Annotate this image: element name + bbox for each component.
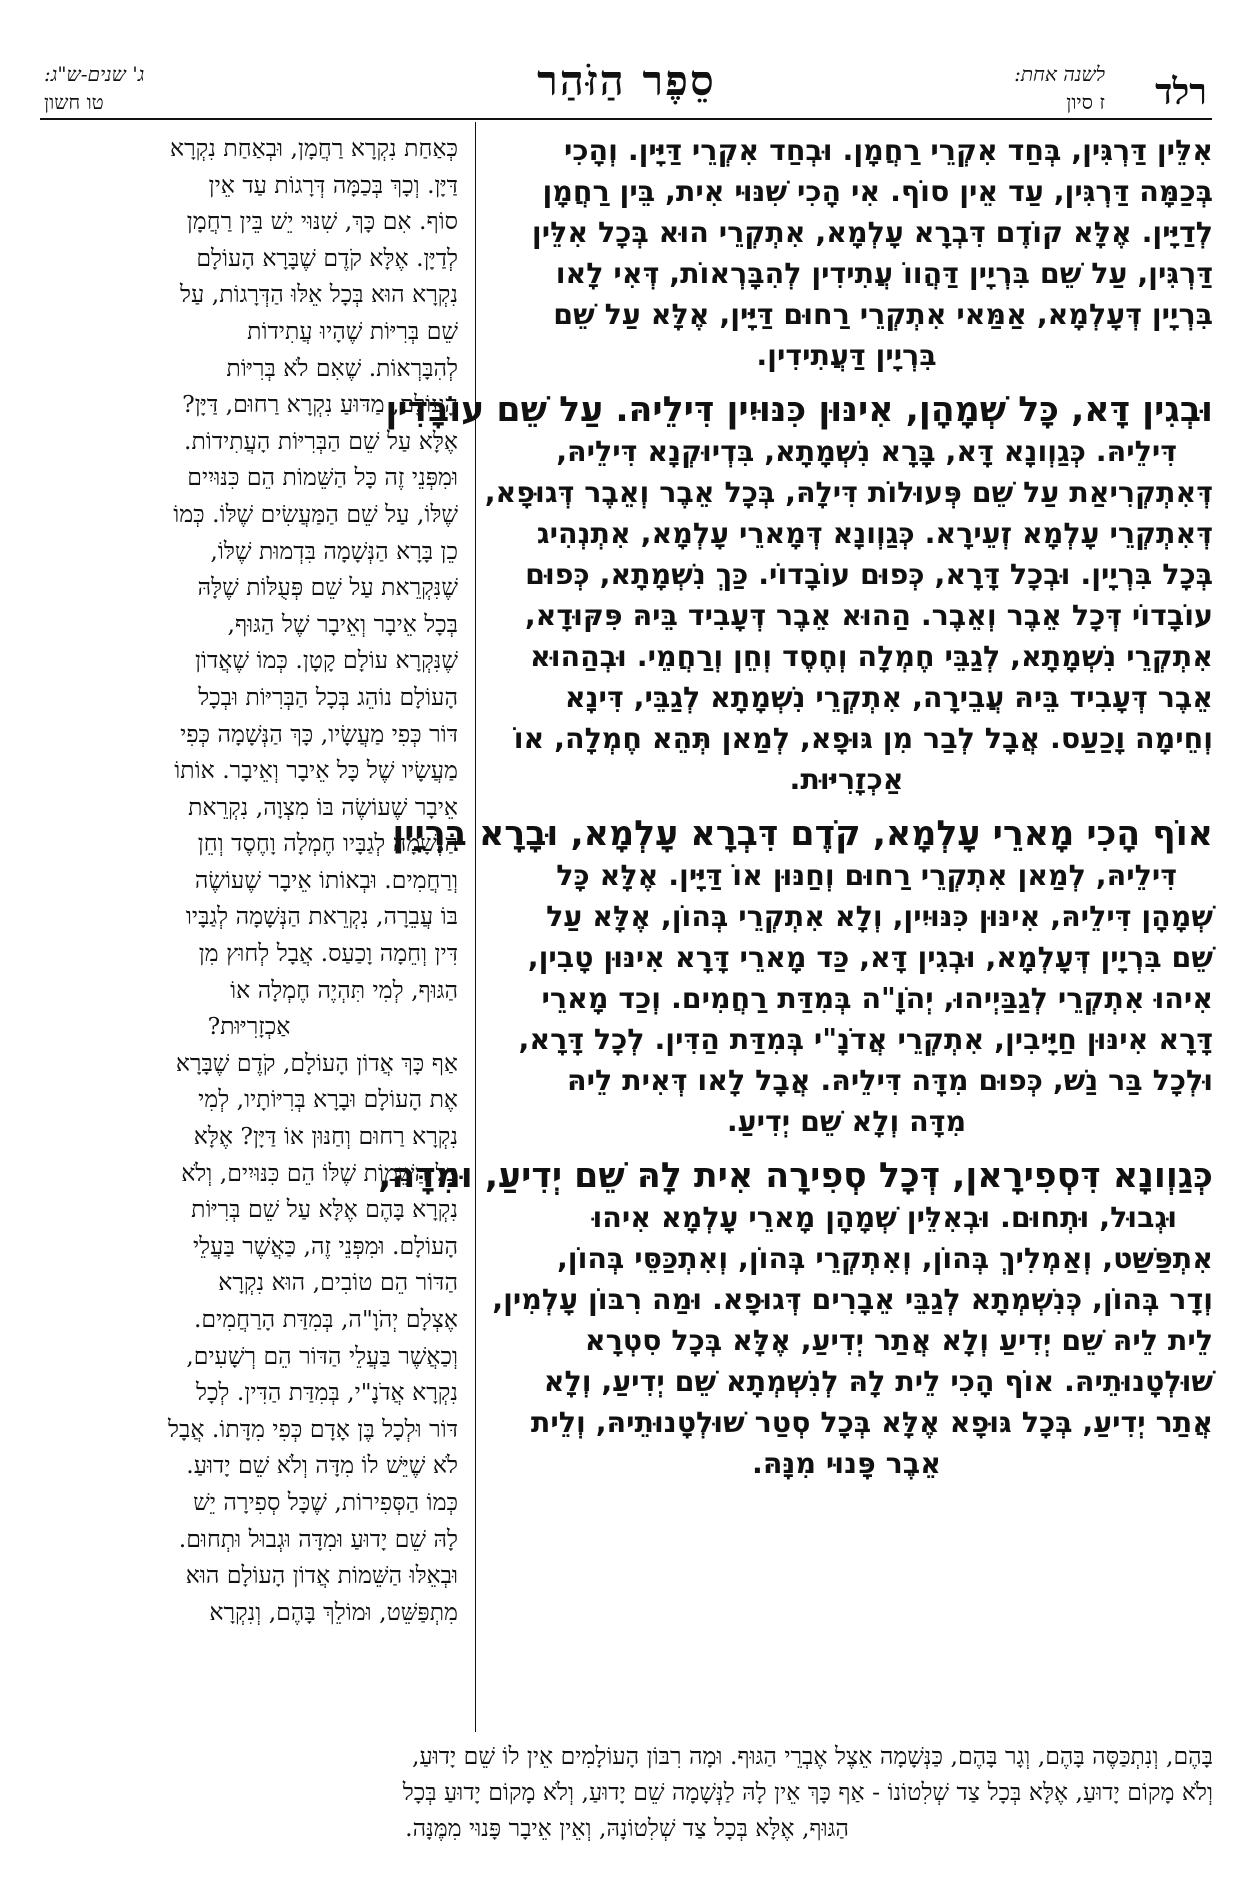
text-line: מַעֲשָׂיו שֶׁל כָּל אֵיבָר וְאֵיבָר. אוֹתוֹ (174, 756, 458, 785)
text-line: אֵבֶר דְּעָבִיד בֵּיהּ עֲבֵירָה, אִתְקְרֵי נִשְׁמָתָא לְגַבֵּי, דִּינָא (564, 681, 1213, 714)
paragraph-gap (480, 376, 1213, 390)
text-line: כְּמוֹ הַסְּפִירוֹת, שֶׁכָּל סְפִירָה יֵשׁ (193, 1487, 458, 1516)
text-line: אֲתַר יְדִיעַ, בְּכָל גּוּפָא אֶלָּא בְּכָל סְטַר שׁוּלְטָנוּתֵיהּ, וְלֵית (530, 1406, 1213, 1439)
text-line: דּוֹר כְּפִי מַעֲשָׂיו, כָּךְ הַנְּשָׁמָה כְּפִי (180, 719, 458, 748)
text-line: אִתְקְרֵי נִשְׁמָתָא, לְגַבֵּי חֶמְלָה וְחֶסֶד וְחֵן וְרַחֲמֵי. וּבְהַהוּא (529, 640, 1213, 673)
one-year-cycle-date: ז סיון (1066, 90, 1105, 114)
text-line: אַכְזָרִיּוּת? (207, 1012, 291, 1041)
text-line: דִּין וְחֵמָה וָכַעַס. אֲבָל לְחוּץ מִן (198, 939, 458, 968)
text-line: הָעוֹלָם נוֹהֵג בְּכָל הַבְּרִיּוֹת וּבְכָל (198, 682, 458, 711)
header-rule (40, 118, 1212, 120)
text-line: אֵיבָר שֶׁעוֹשֶׂה בּוֹ מִצְוָה, נִקְרֵאת (188, 792, 458, 821)
text-line: דַּרְגִּין, עַל שֵׁם בִּרְיָין דַּהֲווֹ עֲתִידִין לְהִבָּרְאוֹת, דְּאִי לָאו (555, 257, 1213, 290)
text-line: שֶׁנִּקְרָא עוֹלָם קָטָן. כְּמוֹ שֶׁאֲדוֹן (194, 646, 458, 675)
one-year-cycle-label: לשנה אחת: (1014, 62, 1105, 86)
text-line: בּוֹ עֲבֵרָה, נִקְרֵאת הַנְּשָׁמָה לְגַבָּיו (185, 902, 458, 931)
text-line: לֵית לֵיהּ שֵׁם יְדִיעַ וְלָא אֲתַר יְדִיעַ, אֶלָּא בְּכָל סִטְרָא (584, 1324, 1213, 1357)
text-line: וְחֵימָה וָכַעַס. אֲבָל לְבַר מִן גּוּפָא, לְמַאן תְּהֵא חֶמְלָה, אוֹ (513, 722, 1213, 755)
text-line: אִיהוּ אִתְקְרֵי לְגַבַּיְיהוּ, יְהֹוָ"ה בְּמִדַּת רַחֲמִים. וְכַד מָארֵי (541, 982, 1213, 1015)
text-line: שֵׁם בִּרְיָין דְּעָלְמָא, וּבְגִין דָּא, כַּד מָארֵי דָּרָא אִינּוּן טָבִין, (527, 941, 1213, 974)
text-line: דּוֹר וּלְכָל בֶּן אָדָם כְּפִי מִדָּתוֹ. אֲבָל (168, 1414, 458, 1443)
text-line: דְּאִתְקְרִיאַת עַל שֵׁם פְּעוּלוֹת דִּילָהּ, בְּכָל אֵבֶר וְאֵבֶר דְּגוּפָא, (484, 476, 1213, 509)
text-line: וְרַחֲמִים. וּבְאוֹתוֹ אֵיבָר שֶׁעוֹשֶׂה (194, 865, 458, 894)
three-year-cycle-label: ג' שנים-ש"ג: (44, 62, 145, 86)
text-line: עוֹבָדוֹי דְּכָל אֵבֶר וְאֵבֶר. הַהוּא אֵבֶר דְּעָבִיד בֵּיהּ פִּקּוּדָא, (524, 599, 1213, 632)
text-line: אִתְפַּשַּׁט, וְאַמְלִיךְ בְּהוֹן, וְאִתְקְרֵי בְּהוֹן, וְאִתְכַּסֵּי בְּהוֹן, (556, 1242, 1213, 1275)
text-line: כְּגַוְונָא דִּסְפִירָאן, דְּכָל סְפִירָה אִית לָהּ שֵׁם יְדִיעַ, וּמִדָּה, (378, 1156, 1213, 1196)
text-line: מִדָּה וְלָא שֵׁם יְדִיעַ. (726, 1105, 967, 1138)
text-line: הַגּוּף, לְמִי תִּהְיֶה חֶמְלָה אוֹ (230, 975, 458, 1004)
text-line: דְּאִתְקְרֵי עָלְמָא זְעֵירָא. כְּגַוְונָא דְּמָארֵי עָלְמָא, אִתְנְהִיג (536, 517, 1213, 550)
text-line: בִּרְיָין דַּעֲתִידִין. (756, 339, 937, 372)
text-line: לֹא שֶׁיֵּשׁ לוֹ מִדָּה וְלֹא שֵׁם יָדוּעַ. (186, 1451, 458, 1480)
text-line: לְדַיָּן. אֶלָּא קֹדֶם שֶׁבָּרָא הָעוֹלָם (196, 243, 458, 272)
text-line: נִקְרָא רַחוּם וְחַנּוּן אוֹ דַּיָּן? אֶלָּא (193, 1122, 458, 1151)
page-number: רלד (1155, 71, 1207, 113)
text-line: נִקְרָא הוּא בְּכָל אֵלּוּ הַדְּרָגוֹת, עַל (180, 280, 458, 309)
text-line: לְדַיָּין. אֶלָּא קוֹדֶם דִּבְרָא עָלְמָא, אִתְקְרֵי הוּא בְּכָל אִלֵּין (531, 216, 1213, 249)
text-line: בְּכָל בִּרְיָין. וּבְכָל דָּרָא, כְּפוּם עוֹבָדוֹי. כַּךְ נִשְׁמָתָא, כְּפוּם (525, 558, 1213, 591)
translation-paragraph-1 (40, 130, 458, 459)
text-line: וּגְבוּל, וּתְחוּם. וּבְאִלֵּין שְׁמָהָן מָארֵי עָלְמָא אִיהוּ (592, 1201, 1177, 1234)
text-line: סוֹף. אִם כָּךְ, שִׁנּוּי יֵשׁ בֵּין רַחֲמָן (186, 207, 458, 236)
text-line: נִקְרָא אֲדֹנָ"י, בְּמִדַּת הַדִּין. לְכָל (195, 1378, 458, 1407)
three-year-cycle-date: טו חשון (44, 90, 104, 114)
text-line: דָּרָא אִינּוּן חַיָּיבִין, אִתְקְרֵי אֲדֹנָ"י בְּמִדַּת הַדִּין. לְכָל דָּרָא, (518, 1023, 1213, 1056)
translation-continuation (41, 1738, 1213, 1846)
translation-paragraph-2 (40, 459, 458, 1045)
text-line: וְכַאֲשֶׁר בַּעֲלֵי הַדּוֹר הֵם רְשָׁעִים, (186, 1341, 458, 1370)
text-line: הַנְּשָׁמָה לְגַבָּיו חֶמְלָה וָחֶסֶד וְחֵן (197, 829, 458, 858)
paragraph-gap (480, 800, 1213, 814)
text-line: וְדָר בְּהוֹן, כְּנִשְׁמְתָא לְגַבֵּי אֵבָרִים דְּגוּפָא. וּמַה רִבּוֹן עָלְמִין, (492, 1283, 1213, 1316)
text-line: נִקְרָא בָּהֶם אֶלָּא עַל שֵׁם בְּרִיּוֹת (191, 1195, 458, 1224)
text-line: הַגּוּף, אֶלָּא בְּכָל צַד שְׁלִטוֹנָהּ, וְאֵין אֵיבָר פָּנוּי מִמֶּנָּה. (405, 1814, 849, 1842)
translation-paragraph-3 (40, 1045, 458, 1484)
text-line: אִלֵּין דַּרְגִּין, בְּחַד אִקְרֵי רַחֲמָן. וּבְחַד אִקְרֵי דַּיָּין. וְהָכִי (564, 134, 1213, 167)
book-title: סֵפֶר הַזֹּהַר (537, 56, 716, 105)
text-line: דִּילֵיהּ. כְּגַוְונָא דָּא, בָּרָא נִשְׁמָתָא, בִּדְיוּקְנָא דִּילֵיהּ, (556, 435, 1177, 468)
zohar-paragraph-3 (392, 814, 1213, 1142)
text-line: וְלֹא מָקוֹם יָדוּעַ, אֶלָּא בְּכָל צַד שְׁלִטוֹנוֹ - אַף כָּךְ אֵין לָהּ לַנְּשָׁמָה שֵׁם יָדוּעַ, וְלֹא מָקוֹם יָדוּעַ בְּכָל (402, 1778, 1213, 1806)
text-line: דַּיָּן. וְכָךְ בְּכַמָּה דְּרָגוֹת עַד אֵין (208, 170, 458, 199)
text-line: שֶׁנִּקְרֵאת עַל שֵׁם פְּעֻלּוֹת שֶׁלָּהּ (197, 573, 458, 602)
paragraph-gap (480, 1142, 1213, 1156)
text-line: לָהּ שֵׁם יָדוּעַ וּמִדָּה וּגְבוּל וּתְחוּם. (178, 1524, 458, 1553)
text-line: הַדּוֹר הֵם טוֹבִים, הוּא נִקְרָא (218, 1268, 458, 1297)
text-line: אֶצְלָם יְהֹוָ"ה, בְּמִדַּת הָרַחֲמִים. (193, 1305, 458, 1333)
text-line: בָּהֶם, וְנִתְכַּסֶּה בָּהֶם, וְגָר בָּהֶם, כַּנְּשָׁמָה אֵצֶל אֶבְרֵי הַגּוּף. וּמָה רִבּוֹן הָעוֹלָמִים אֵין לוֹ שֵׁם יָדוּעַ, (411, 1742, 1213, 1770)
text-line: דִּילֵיהּ, לְמַאן אִתְקְרֵי רַחוּם וְחַנּוּן אוֹ דַּיָּין. אֶלָּא כָּל (556, 859, 1177, 892)
text-line: שְׁמָהָן דִּילֵיהּ, אִינּוּן כִּנּוּיִין, וְלָא אִתְקְרֵי בְּהוֹן, אֶלָּא עַל (546, 900, 1213, 933)
text-line: בְּכַמָּה דַּרְגִּין, עַד אֵין סוֹף. אִי הָכִי שִׁנּוּי אִית, בֵּין רַחֲמָן (542, 175, 1213, 208)
text-line: כָּל הַשֵּׁמוֹת שֶׁלּוֹ הֵם כִּנּוּיִים, וְלֹא (181, 1158, 458, 1187)
text-line: אוֹף הָכִי מָארֵי עָלְמָא, קֹדֶם דִּבְרָא עָלְמָא, וּבָרָא בִּרְיָין (392, 814, 1213, 854)
zohar-aramaic-column (378, 130, 1213, 1484)
text-line: וּמִפְּנֵי זֶה כָּל הַשֵּׁמוֹת הֵם כִּנּוּיִים (187, 463, 458, 492)
text-line: מִתְפַּשֵּׁט, וּמוֹלֵךְ בָּהֶם, וְנִקְרָא (209, 1597, 458, 1626)
text-line: לְהִבָּרְאוֹת. שֶׁאִם לֹא בְּרִיּוֹת (226, 353, 458, 382)
translation-paragraph-4 (40, 1484, 458, 1630)
text-line: שֵׁם בְּרִיּוֹת שֶׁהָיוּ עֲתִידוֹת (247, 316, 458, 345)
hebrew-translation-column (40, 130, 458, 1630)
text-line: שׁוּלְטָנוּתֵיהּ. אוֹף הָכִי לֵית לָהּ לְנִשְׁמְתָא שֵׁם יְדִיעַ, וְלָא (543, 1365, 1213, 1398)
text-line: הָעוֹלָם, מַדּוּעַ נִקְרָא רַחוּם, דַּיָּן? (182, 390, 458, 419)
text-line: שֶׁלּוֹ, עַל שֵׁם הַמַּעֲשִׂים שֶׁלּוֹ. כְּמוֹ (173, 499, 458, 528)
text-line: אַכְזָרִיּוּת. (789, 763, 904, 796)
text-line: הָעוֹלָם. וּמִפְּנֵי זֶה, כַּאֲשֶׁר בַּעֲלֵי (193, 1231, 458, 1260)
text-line: וּבְאֵלּוּ הַשֵּׁמוֹת אֲדוֹן הָעוֹלָם הוּא (185, 1561, 458, 1590)
text-line: כְּאַחַת נִקְרָא רַחֲמָן, וּבְאַחַת נִקְרָא (170, 134, 458, 162)
zohar-paragraph-4 (378, 1156, 1213, 1484)
text-line: כֵן בָּרָא הַנְּשָׁמָה בִּדְמוּת שֶׁלּוֹ, (210, 536, 458, 565)
text-line: בִּרְיָין דְּעָלְמָא, אַמַּאי אִתְקְרֵי רַחוּם דַּיָּין, אֶלָּא עַל שֵׁם (553, 298, 1213, 331)
text-line: אֵבֶר פָּנוּי מִנָּהּ. (752, 1447, 941, 1480)
text-line: אֶלָּא עַל שֵׁם הַבְּרִיּוֹת הָעֲתִידוֹת. (184, 426, 458, 455)
column-divider (475, 122, 476, 1732)
text-line: אַף כָּךְ אֲדוֹן הָעוֹלָם, קֹדֶם שֶׁבָּרָא (175, 1048, 458, 1077)
zohar-paragraph-2 (385, 390, 1213, 800)
text-line: וּלְכָל בַּר נַשׁ, כְּפוּם מִדָּה דִּילֵיהּ. אֲבָל לָאו דְּאִית לֵיהּ (567, 1064, 1213, 1097)
text-line: אֶת הָעוֹלָם וּבָרָא בְּרִיּוֹתָיו, לְמִי (198, 1085, 458, 1114)
text-line: וּבְגִין דָּא, כָּל שְׁמָהָן, אִינּוּן כִּנּוּיִין דִּילֵיהּ. עַל שֵׁם עוֹבָדִין (385, 390, 1213, 430)
text-line: בְּכָל אֵיבָר וְאֵיבָר שֶׁל הַגּוּף, (227, 609, 458, 638)
zohar-paragraph-1 (480, 130, 1213, 376)
